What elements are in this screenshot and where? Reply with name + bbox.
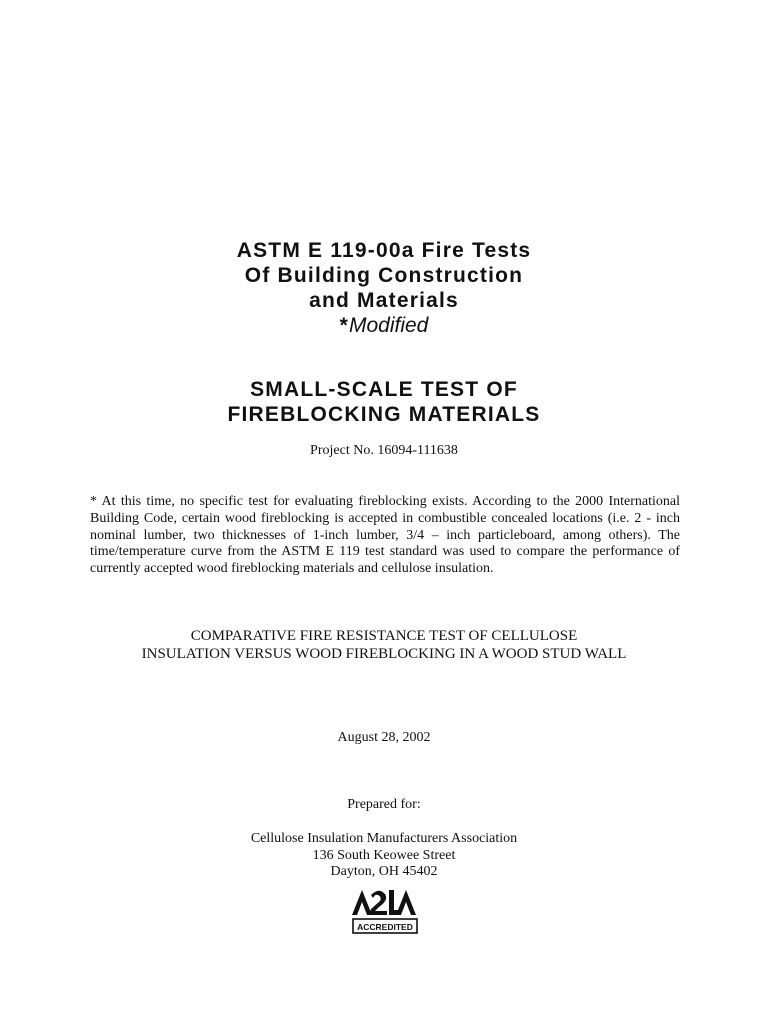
modified-note: [0, 313, 768, 338]
footnote-paragraph: * At this time, no specific test for evaluating fireblocking exists. According to the 2000 International Building Code, certain wood fireblocking is accepted in combustible concealed locations (i.e. 2 - inch nominal lumber, two thicknesses of 1-inch lumber, 3/4 – inch particleboard, among others). The time/temperature curve from the ASTM E 119 test standard was used to compare the performance of currently accepted wood fireblocking materials and cellulose insulation.: [90, 494, 680, 577]
title-line-1: ASTM E 119-00a Fire Tests: [236, 239, 532, 262]
a2la-accreditation-logo-icon: [349, 885, 421, 937]
client-address: [0, 831, 768, 881]
client-name: Cellulose Insulation Manufacturers Association: [250, 831, 518, 846]
subtitle-line-2: FIREBLOCKING MATERIALS: [227, 403, 541, 426]
document-title: [0, 238, 768, 338]
project-number: Project No. 16094-111638: [310, 443, 458, 458]
comparative-test-title: [0, 627, 768, 663]
report-date: August 28, 2002: [337, 730, 431, 745]
title-line-2: Of Building Construction: [244, 264, 524, 287]
comparative-line-2: INSULATION VERSUS WOOD FIREBLOCKING IN A WOOD STUD WALL: [141, 646, 627, 662]
logo-accredited-text: ACCREDITED: [357, 922, 413, 932]
client-street: 136 South Keowee Street: [312, 847, 456, 863]
modified-asterisk: *: [339, 314, 349, 337]
comparative-line-1: COMPARATIVE FIRE RESISTANCE TEST OF CELLULOSE: [190, 628, 578, 644]
logo-graphic: [349, 885, 421, 937]
prepared-for-label: Prepared for:: [347, 797, 421, 812]
subtitle-line-1: SMALL-SCALE TEST OF: [250, 378, 518, 401]
client-city: Dayton, OH 45402: [330, 864, 438, 879]
document-subtitle: [0, 377, 768, 427]
modified-label: Modified: [348, 314, 429, 337]
title-line-3: and Materials: [309, 289, 459, 312]
